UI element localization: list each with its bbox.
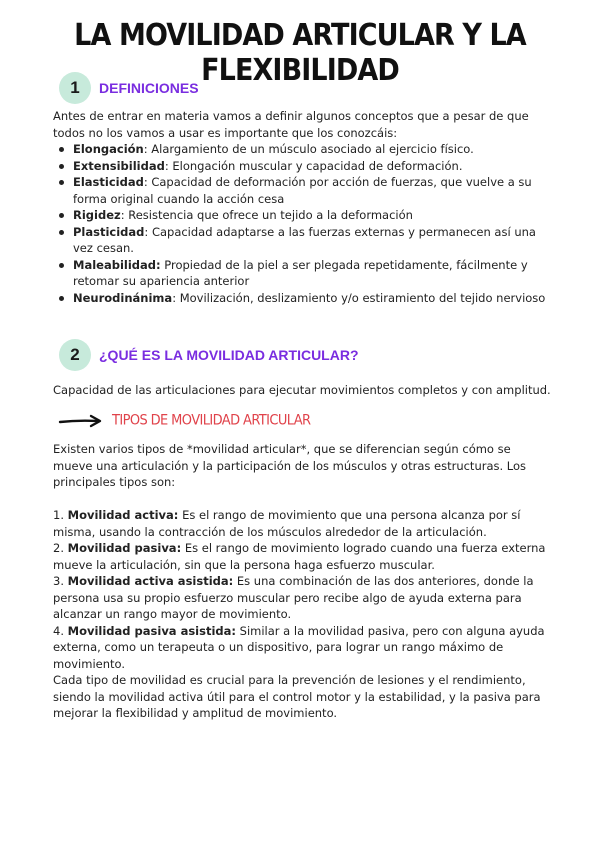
definition-term: Neurodinánima: [73, 290, 173, 305]
conclusion: Cada tipo de movilidad es crucial para la prevención de lesiones y el rendimiento, siendo la movilidad activa útil para el control motor y la estabilidad, y la pasiva para mejorar la flexibilidad y amplitud de movimiento.: [53, 673, 541, 720]
type-term: Movilidad activa asistida:: [67, 574, 234, 588]
definition-term: Plasticidad: [73, 224, 145, 239]
definition-item: [53, 207, 553, 224]
page-title: LA MOVILIDAD ARTICULAR Y LA FLEXIBILIDAD: [74, 18, 526, 88]
definitions-list: [53, 141, 553, 306]
definition-item: [53, 141, 553, 158]
type-desc: Es el rango de movimiento logrado cuando una fuerza externa mueve la articulación, sin que la persona haga esfuerzo muscular.: [53, 541, 546, 572]
definition-item: [53, 224, 553, 257]
spacer: [53, 491, 553, 508]
definition-separator: :: [143, 142, 152, 156]
definition-term: Extensibilidad: [73, 158, 165, 173]
definition-desc: Alargamiento de un músculo asociado al ejercicio físico.: [151, 142, 474, 156]
right-arrow-icon: [58, 414, 106, 428]
definition-desc: Resistencia que ofrece un tejido a la deformación: [128, 208, 413, 222]
definition-term: Rigidez: [73, 208, 121, 222]
type-number: 4.: [53, 623, 68, 638]
types-subheading: [58, 413, 310, 428]
section-1-body: [53, 108, 553, 306]
type-number: 1.: [53, 508, 68, 522]
type-item: [53, 573, 553, 623]
definition-desc: Movilización, deslizamiento y/o estiramiento del tejido nervioso: [179, 290, 546, 305]
type-item: [53, 623, 553, 673]
section-1-header: [59, 71, 199, 105]
definition-item: [53, 174, 553, 207]
definition-term: Elasticidad: [73, 175, 144, 189]
definition-item: [53, 158, 553, 175]
type-item: [53, 507, 553, 540]
section-2-intro: [53, 382, 553, 399]
definition-item: [53, 257, 553, 290]
definition-separator: :: [172, 290, 180, 305]
definition-separator: :: [143, 175, 152, 189]
definition-desc: Propiedad de la piel a ser plegada repetidamente, fácilmente y retomar su apariencia anterior: [73, 257, 528, 288]
section-2-number-badge: 2: [59, 339, 91, 371]
section-1-intro: Antes de entrar en materia vamos a definir algunos conceptos que a pesar de que todos no los vamos a usar es importante que los conozcáis:: [53, 109, 529, 140]
section-2-body: [53, 441, 553, 722]
section-1-number-badge: 1: [59, 72, 91, 104]
definition-separator: :: [120, 208, 129, 222]
section-2-heading: ¿QUÉ ES LA MOVILIDAD ARTICULAR?: [99, 347, 359, 363]
definition-separator: :: [144, 224, 152, 239]
type-number: 2.: [53, 541, 68, 555]
type-number: 3.: [53, 574, 68, 588]
type-desc: Similar a la movilidad pasiva, pero con alguna ayuda externa, como un terapeuta o un dispositivo, para lograr un rango máximo de movimiento.: [53, 623, 545, 671]
types-subheading-label: TIPOS DE MOVILIDAD ARTICULAR: [112, 412, 311, 429]
type-term: Movilidad pasiva:: [67, 541, 182, 555]
type-term: Movilidad pasiva asistida:: [67, 623, 236, 638]
definition-desc: Capacidad adaptarse a las fuerzas externas y permanecen así una vez cesan.: [73, 224, 536, 255]
definition-desc: Elongación muscular y capacidad de deformación.: [172, 158, 463, 173]
type-desc: Es el rango de movimiento que una persona alcanza por sí misma, usando la contracción de los músculos alrededor de la articulación.: [53, 508, 521, 539]
types-intro: Existen varios tipos de *movilidad articular*, que se diferencian según cómo se mueve una articulación y la participación de los músculos y otras estructuras. Los principales tipos son:: [53, 442, 527, 489]
definition-term: Elongación: [73, 142, 144, 156]
section-1-heading: DEFINICIONES: [99, 80, 199, 96]
definition-item: [53, 290, 553, 307]
type-desc: Es una combinación de las dos anteriores, donde la persona usa su propio esfuerzo muscular pero recibe algo de ayuda externa para alcanzar un rango mayor de movimiento.: [53, 574, 534, 621]
definition-separator: :: [164, 158, 173, 173]
type-term: Movilidad activa:: [67, 508, 179, 522]
section-2-header: [59, 338, 359, 372]
definition-desc: Capacidad de deformación por acción de fuerzas, que vuelve a su forma original cuando la acción cesa: [73, 175, 532, 206]
section-2-intro-text: Capacidad de las articulaciones para ejecutar movimientos completos y con amplitud.: [53, 383, 551, 397]
type-item: [53, 540, 553, 573]
definition-term: Maleabilidad:: [73, 257, 161, 272]
